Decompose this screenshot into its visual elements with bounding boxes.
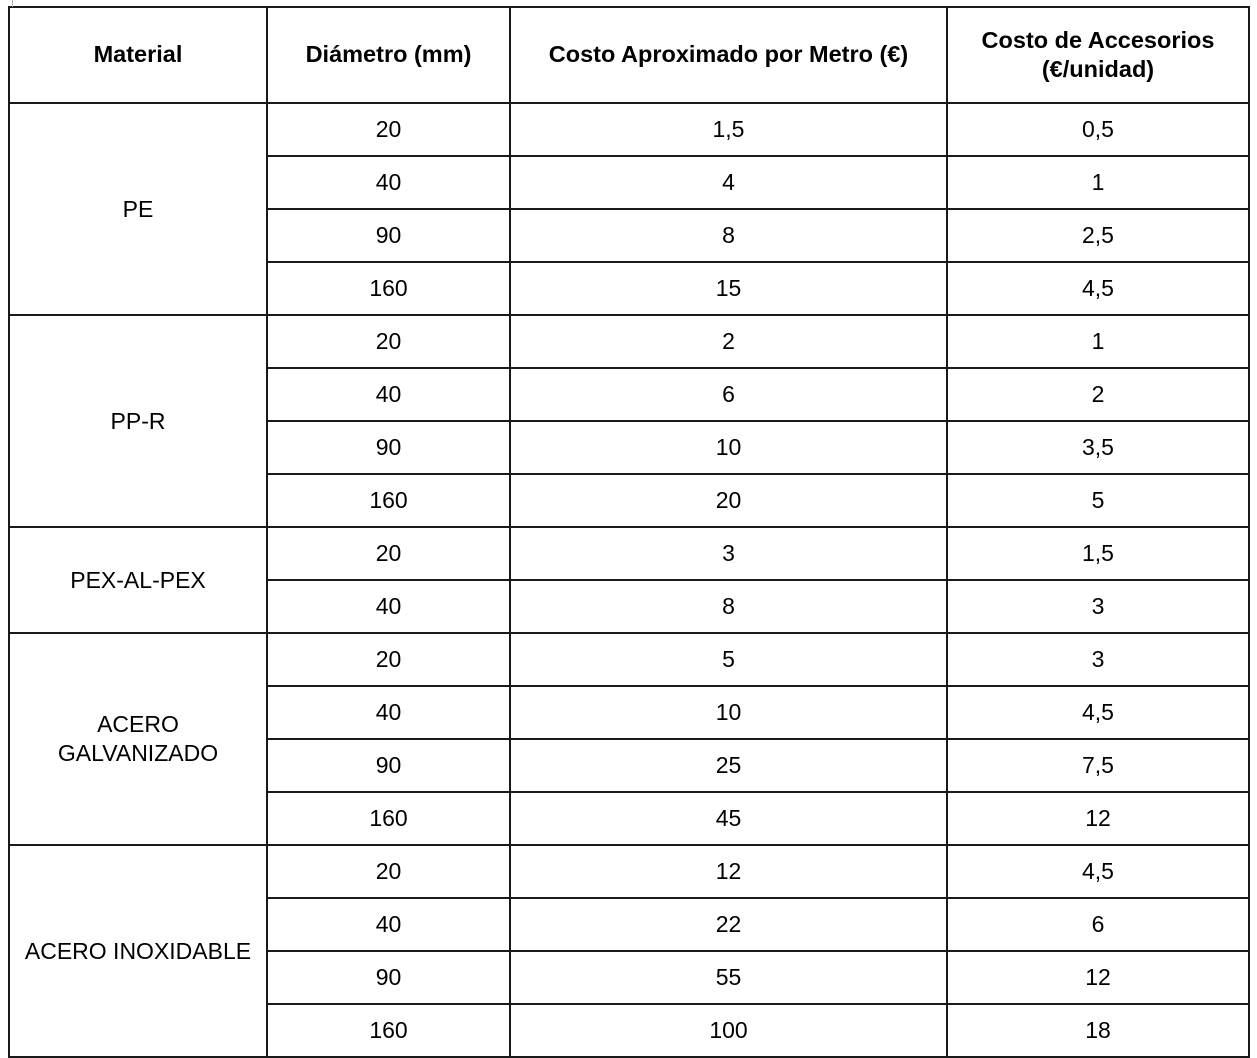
fitting-cost-cell: 0,5 — [947, 103, 1249, 156]
fitting-cost-cell: 6 — [947, 898, 1249, 951]
diameter-cell: 160 — [267, 1004, 510, 1057]
fitting-cost-cell: 12 — [947, 792, 1249, 845]
diameter-cell: 20 — [267, 315, 510, 368]
cost-per-meter-cell: 2 — [510, 315, 947, 368]
diameter-cell: 20 — [267, 103, 510, 156]
cost-per-meter-cell: 3 — [510, 527, 947, 580]
fitting-cost-cell: 1,5 — [947, 527, 1249, 580]
diameter-cell: 40 — [267, 686, 510, 739]
cost-per-meter-cell: 10 — [510, 686, 947, 739]
material-cell: ACERO GALVANIZADO — [9, 633, 267, 845]
diameter-cell: 160 — [267, 792, 510, 845]
cost-per-meter-cell: 12 — [510, 845, 947, 898]
diameter-cell: 40 — [267, 368, 510, 421]
diameter-cell: 90 — [267, 209, 510, 262]
cost-per-meter-cell: 8 — [510, 209, 947, 262]
column-header-diameter: Diámetro (mm) — [267, 7, 510, 103]
fitting-cost-cell: 2,5 — [947, 209, 1249, 262]
material-cell: PE — [9, 103, 267, 315]
table-header — [9, 7, 1249, 103]
cost-per-meter-cell: 5 — [510, 633, 947, 686]
fitting-cost-cell: 1 — [947, 156, 1249, 209]
column-header-fitting-cost: Costo de Accesorios (€/unidad) — [947, 7, 1249, 103]
diameter-cell: 160 — [267, 262, 510, 315]
diameter-cell: 40 — [267, 580, 510, 633]
cost-per-meter-cell: 100 — [510, 1004, 947, 1057]
diameter-cell: 90 — [267, 739, 510, 792]
cost-per-meter-cell: 15 — [510, 262, 947, 315]
fitting-cost-cell: 5 — [947, 474, 1249, 527]
cost-per-meter-cell: 1,5 — [510, 103, 947, 156]
cost-per-meter-cell: 6 — [510, 368, 947, 421]
material-cell: ACERO INOXIDABLE — [9, 845, 267, 1057]
cost-per-meter-cell: 4 — [510, 156, 947, 209]
fitting-cost-cell: 12 — [947, 951, 1249, 1004]
header-row — [9, 7, 1249, 103]
diameter-cell: 90 — [267, 951, 510, 1004]
column-header-material: Material — [9, 7, 267, 103]
fitting-cost-cell: 3,5 — [947, 421, 1249, 474]
fitting-cost-cell: 4,5 — [947, 686, 1249, 739]
table-row — [9, 527, 1249, 580]
material-cell: PEX-AL-PEX — [9, 527, 267, 633]
ruler-tick-mark — [12, 0, 13, 7]
fitting-cost-cell: 18 — [947, 1004, 1249, 1057]
diameter-cell: 20 — [267, 633, 510, 686]
diameter-cell: 40 — [267, 898, 510, 951]
cost-per-meter-cell: 55 — [510, 951, 947, 1004]
diameter-cell: 20 — [267, 845, 510, 898]
fitting-cost-cell: 7,5 — [947, 739, 1249, 792]
fitting-cost-cell: 1 — [947, 315, 1249, 368]
fitting-cost-cell: 3 — [947, 580, 1249, 633]
diameter-cell: 160 — [267, 474, 510, 527]
diameter-cell: 90 — [267, 421, 510, 474]
diameter-cell: 40 — [267, 156, 510, 209]
column-header-cost-per-meter: Costo Aproximado por Metro (€) — [510, 7, 947, 103]
table-body — [9, 103, 1249, 1057]
cost-per-meter-cell: 10 — [510, 421, 947, 474]
pipe-cost-table — [8, 6, 1250, 1058]
fitting-cost-cell: 4,5 — [947, 262, 1249, 315]
cost-per-meter-cell: 45 — [510, 792, 947, 845]
material-cell: PP-R — [9, 315, 267, 527]
cost-per-meter-cell: 22 — [510, 898, 947, 951]
cost-per-meter-cell: 25 — [510, 739, 947, 792]
table-row — [9, 103, 1249, 156]
fitting-cost-cell: 3 — [947, 633, 1249, 686]
table-row — [9, 315, 1249, 368]
diameter-cell: 20 — [267, 527, 510, 580]
cost-per-meter-cell: 8 — [510, 580, 947, 633]
table-row — [9, 845, 1249, 898]
fitting-cost-cell: 4,5 — [947, 845, 1249, 898]
table-row — [9, 633, 1249, 686]
cost-per-meter-cell: 20 — [510, 474, 947, 527]
fitting-cost-cell: 2 — [947, 368, 1249, 421]
